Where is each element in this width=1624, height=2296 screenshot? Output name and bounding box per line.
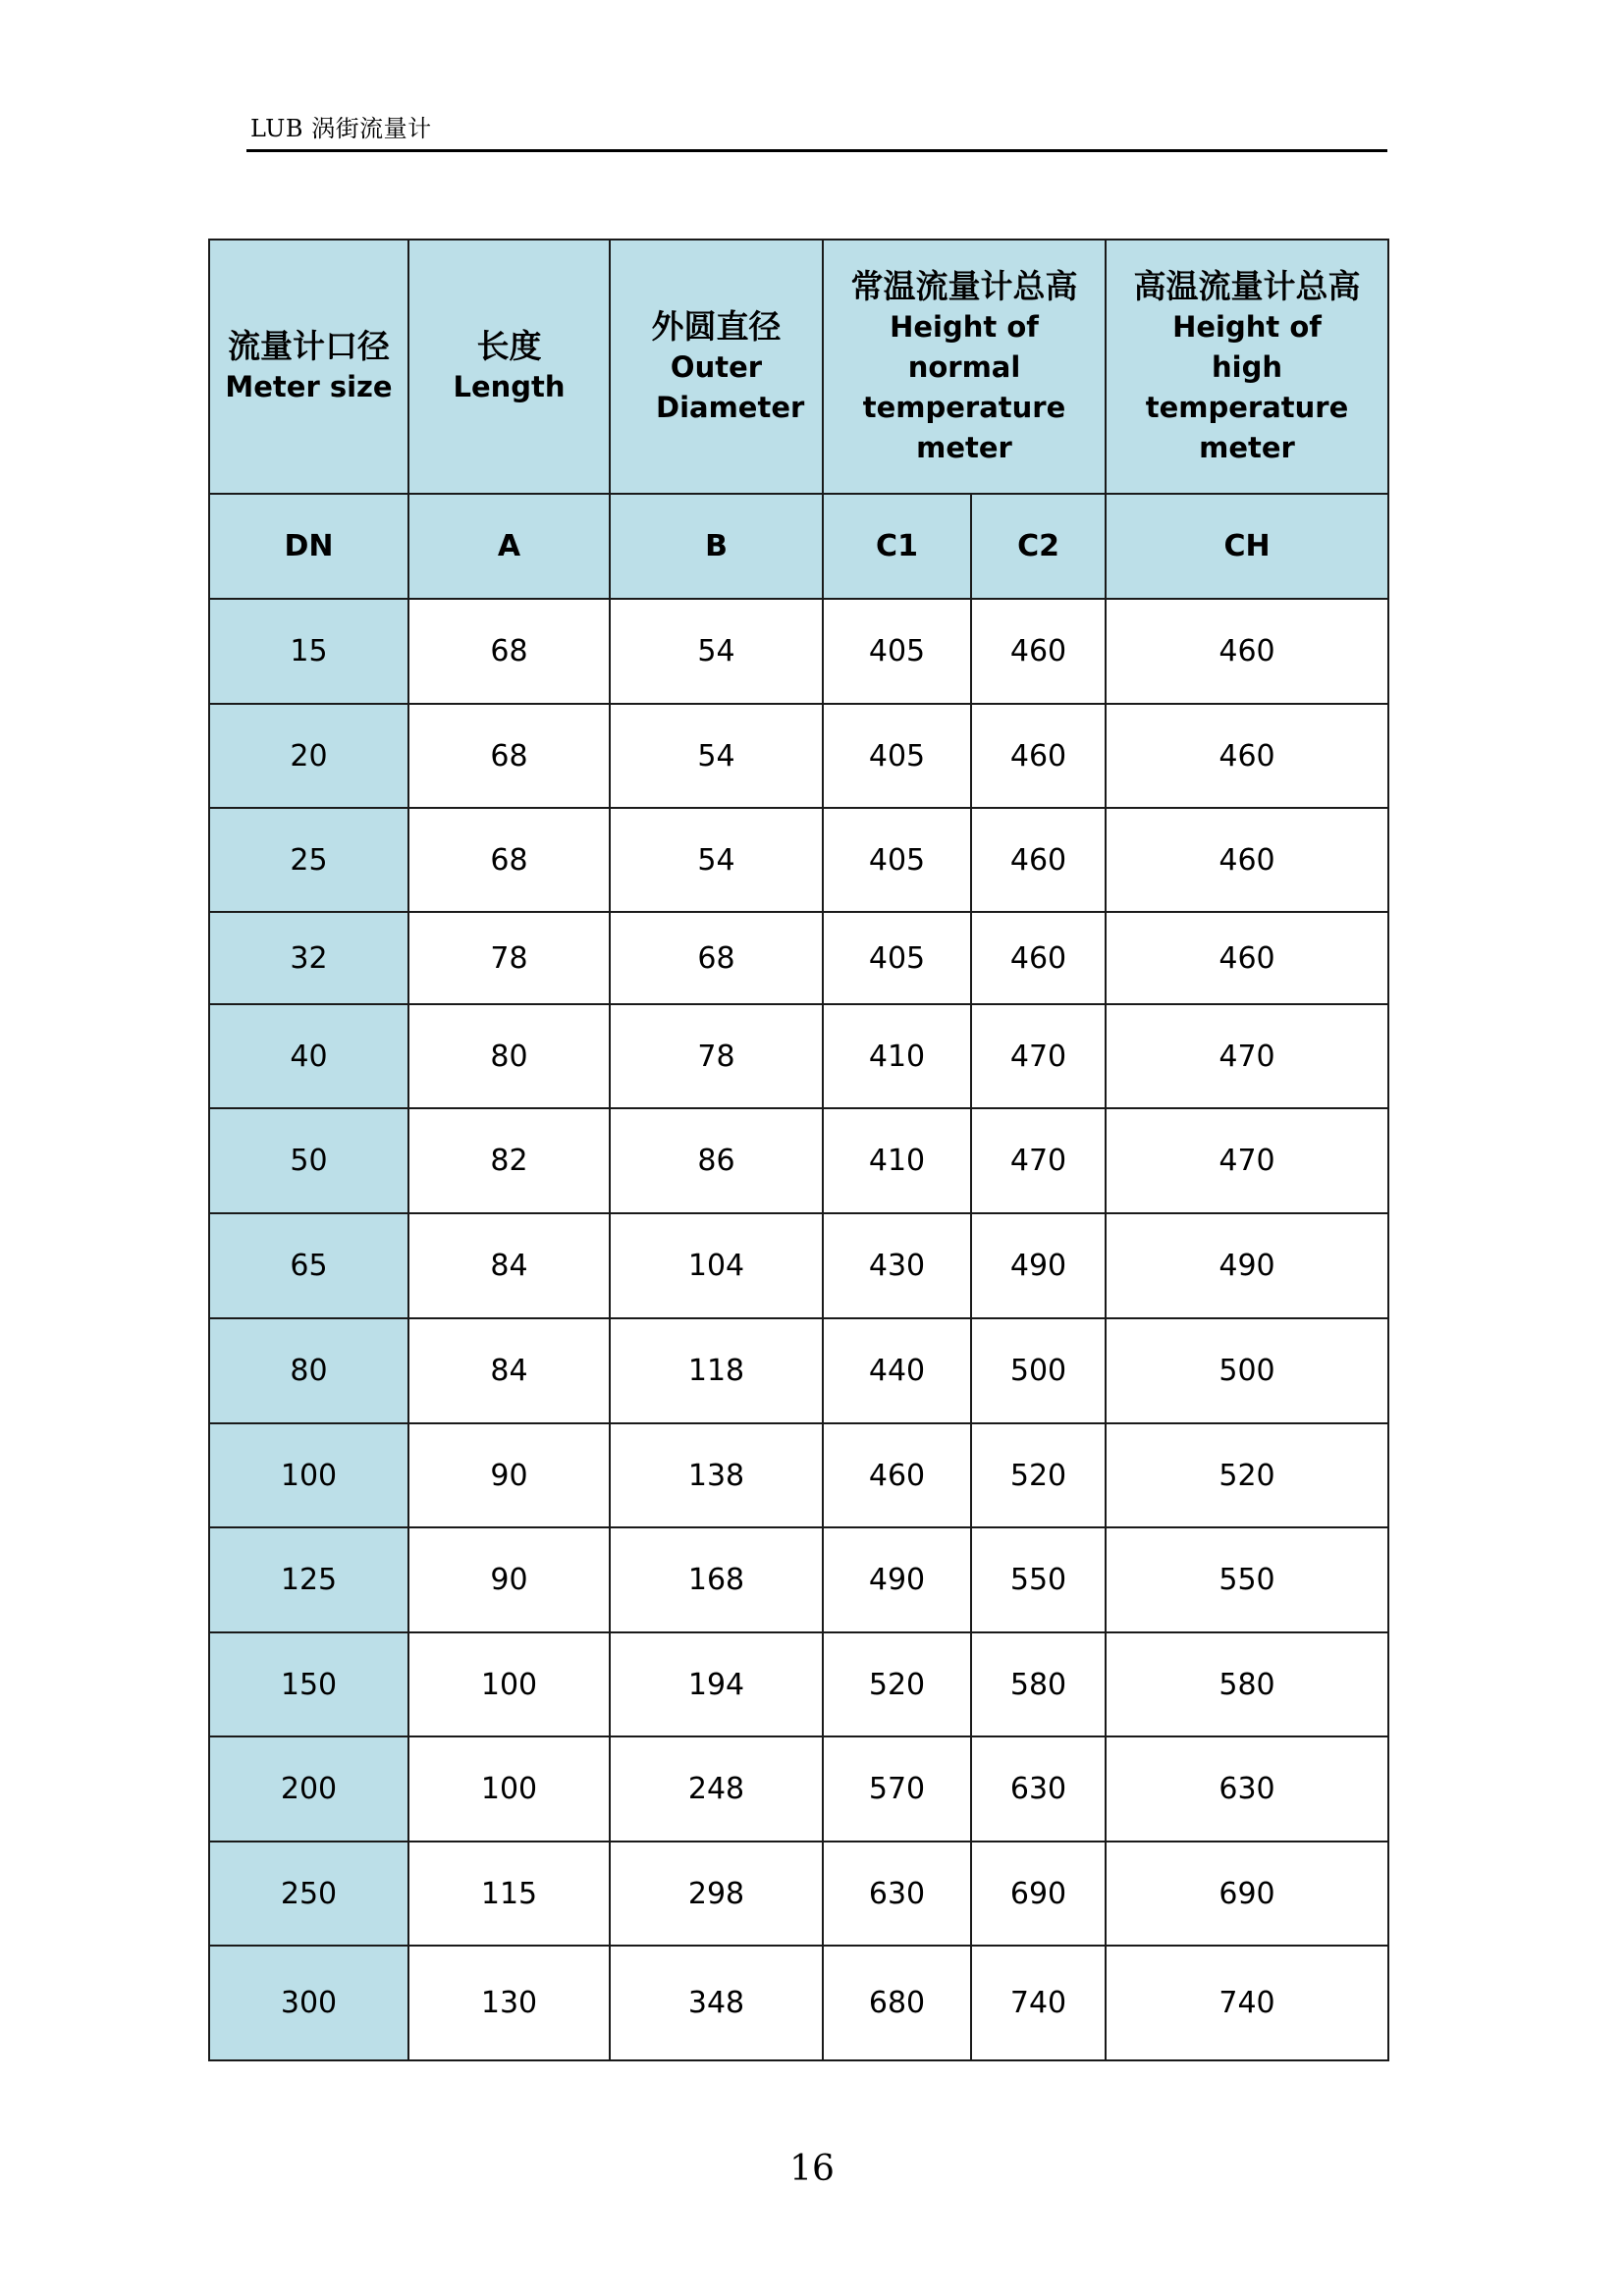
- cell-c1: 680: [823, 1946, 971, 2060]
- code-dn: DN: [209, 494, 408, 599]
- code-c2: C2: [971, 494, 1106, 599]
- header-outer-diameter-zh: 外圆直径: [651, 306, 782, 346]
- cell-dn: 200: [209, 1736, 408, 1842]
- cell-c1: 410: [823, 1108, 971, 1213]
- cell-ch: 550: [1106, 1527, 1388, 1632]
- cell-c2: 460: [971, 704, 1106, 808]
- cell-c1: 440: [823, 1318, 971, 1423]
- table-row: [209, 1318, 1388, 1423]
- header-normal-height: [823, 240, 1106, 494]
- cell-dn: 65: [209, 1213, 408, 1318]
- cell-c1: 405: [823, 912, 971, 1004]
- cell-b: 118: [610, 1318, 823, 1423]
- cell-a: 84: [408, 1318, 610, 1423]
- table-row: [209, 1004, 1388, 1108]
- cell-ch: 520: [1106, 1423, 1388, 1527]
- header-high-height: [1106, 240, 1388, 494]
- table-row: [209, 1842, 1388, 1946]
- cell-a: 115: [408, 1842, 610, 1946]
- cell-a: 68: [408, 808, 610, 912]
- cell-c2: 500: [971, 1318, 1106, 1423]
- cell-ch: 470: [1106, 1004, 1388, 1108]
- cell-c1: 490: [823, 1527, 971, 1632]
- cell-a: 80: [408, 1004, 610, 1108]
- header-meter-size: [209, 240, 408, 494]
- cell-c1: 460: [823, 1423, 971, 1527]
- cell-ch: 490: [1106, 1213, 1388, 1318]
- cell-a: 68: [408, 599, 610, 704]
- header-normal-height-en: Height of normal temperature meter: [862, 309, 1066, 464]
- table-body: [209, 599, 1388, 2060]
- cell-c2: 740: [971, 1946, 1106, 2060]
- cell-dn: 25: [209, 808, 408, 912]
- cell-b: 78: [610, 1004, 823, 1108]
- table-row: [209, 1527, 1388, 1632]
- cell-ch: 500: [1106, 1318, 1388, 1423]
- page-number: 16: [789, 2149, 835, 2189]
- code-b: B: [610, 494, 823, 599]
- cell-c2: 690: [971, 1842, 1106, 1946]
- cell-c2: 490: [971, 1213, 1106, 1318]
- cell-a: 82: [408, 1108, 610, 1213]
- table-row: [209, 599, 1388, 704]
- cell-dn: 50: [209, 1108, 408, 1213]
- cell-dn: 150: [209, 1632, 408, 1736]
- table-row: [209, 1213, 1388, 1318]
- cell-b: 86: [610, 1108, 823, 1213]
- cell-dn: 32: [209, 912, 408, 1004]
- cell-dn: 40: [209, 1004, 408, 1108]
- cell-c1: 570: [823, 1736, 971, 1842]
- cell-a: 78: [408, 912, 610, 1004]
- cell-b: 348: [610, 1946, 823, 2060]
- cell-a: 68: [408, 704, 610, 808]
- cell-ch: 580: [1106, 1632, 1388, 1736]
- cell-dn: 300: [209, 1946, 408, 2060]
- header-normal-height-zh: 常温流量计总高: [850, 266, 1078, 305]
- table-header-row: [209, 240, 1388, 494]
- code-ch: CH: [1106, 494, 1388, 599]
- cell-c1: 430: [823, 1213, 971, 1318]
- table-row: [209, 1423, 1388, 1527]
- cell-c2: 460: [971, 808, 1106, 912]
- cell-b: 194: [610, 1632, 823, 1736]
- header-high-height-en: Height of high temperature meter: [1145, 309, 1349, 464]
- cell-c1: 405: [823, 704, 971, 808]
- cell-b: 68: [610, 912, 823, 1004]
- cell-dn: 100: [209, 1423, 408, 1527]
- cell-b: 248: [610, 1736, 823, 1842]
- cell-a: 100: [408, 1736, 610, 1842]
- cell-c2: 520: [971, 1423, 1106, 1527]
- table-row: [209, 1632, 1388, 1736]
- cell-c1: 405: [823, 599, 971, 704]
- cell-b: 54: [610, 808, 823, 912]
- cell-c2: 550: [971, 1527, 1106, 1632]
- cell-a: 84: [408, 1213, 610, 1318]
- cell-ch: 460: [1106, 808, 1388, 912]
- cell-ch: 460: [1106, 704, 1388, 808]
- header-meter-size-en: Meter size: [225, 370, 393, 403]
- header-length-zh: 长度: [476, 327, 542, 365]
- cell-ch: 470: [1106, 1108, 1388, 1213]
- cell-ch: 690: [1106, 1842, 1388, 1946]
- cell-a: 100: [408, 1632, 610, 1736]
- cell-a: 130: [408, 1946, 610, 2060]
- header-rule: [246, 149, 1387, 152]
- cell-c1: 405: [823, 808, 971, 912]
- cell-c2: 580: [971, 1632, 1106, 1736]
- table-row: [209, 912, 1388, 1004]
- table-code-row: [209, 494, 1388, 599]
- cell-a: 90: [408, 1527, 610, 1632]
- table-row: [209, 1736, 1388, 1842]
- header-length: [408, 240, 610, 494]
- cell-a: 90: [408, 1423, 610, 1527]
- header-length-en: Length: [453, 370, 566, 403]
- cell-b: 138: [610, 1423, 823, 1527]
- cell-c1: 520: [823, 1632, 971, 1736]
- cell-dn: 250: [209, 1842, 408, 1946]
- cell-c2: 470: [971, 1108, 1106, 1213]
- cell-dn: 80: [209, 1318, 408, 1423]
- cell-b: 104: [610, 1213, 823, 1318]
- code-a: A: [408, 494, 610, 599]
- cell-dn: 15: [209, 599, 408, 704]
- table-row: [209, 1946, 1388, 2060]
- cell-b: 298: [610, 1842, 823, 1946]
- header-outer-diameter: [610, 240, 823, 494]
- cell-c2: 460: [971, 599, 1106, 704]
- cell-ch: 630: [1106, 1736, 1388, 1842]
- table-row: [209, 704, 1388, 808]
- cell-c1: 630: [823, 1842, 971, 1946]
- cell-c2: 630: [971, 1736, 1106, 1842]
- cell-c2: 470: [971, 1004, 1106, 1108]
- cell-b: 168: [610, 1527, 823, 1632]
- cell-dn: 125: [209, 1527, 408, 1632]
- cell-c1: 410: [823, 1004, 971, 1108]
- cell-b: 54: [610, 599, 823, 704]
- header-high-height-zh: 高温流量计总高: [1133, 266, 1361, 305]
- table-row: [209, 1108, 1388, 1213]
- cell-ch: 740: [1106, 1946, 1388, 2060]
- running-header: LUB 涡街流量计: [250, 115, 432, 142]
- cell-ch: 460: [1106, 599, 1388, 704]
- table-row: [209, 808, 1388, 912]
- cell-b: 54: [610, 704, 823, 808]
- cell-ch: 460: [1106, 912, 1388, 1004]
- cell-dn: 20: [209, 704, 408, 808]
- code-c1: C1: [823, 494, 971, 599]
- header-meter-size-zh: 流量计口径: [228, 327, 390, 365]
- header-outer-diameter-en: Outer Diameter: [656, 349, 805, 424]
- dimensions-table: [208, 239, 1389, 2061]
- cell-c2: 460: [971, 912, 1106, 1004]
